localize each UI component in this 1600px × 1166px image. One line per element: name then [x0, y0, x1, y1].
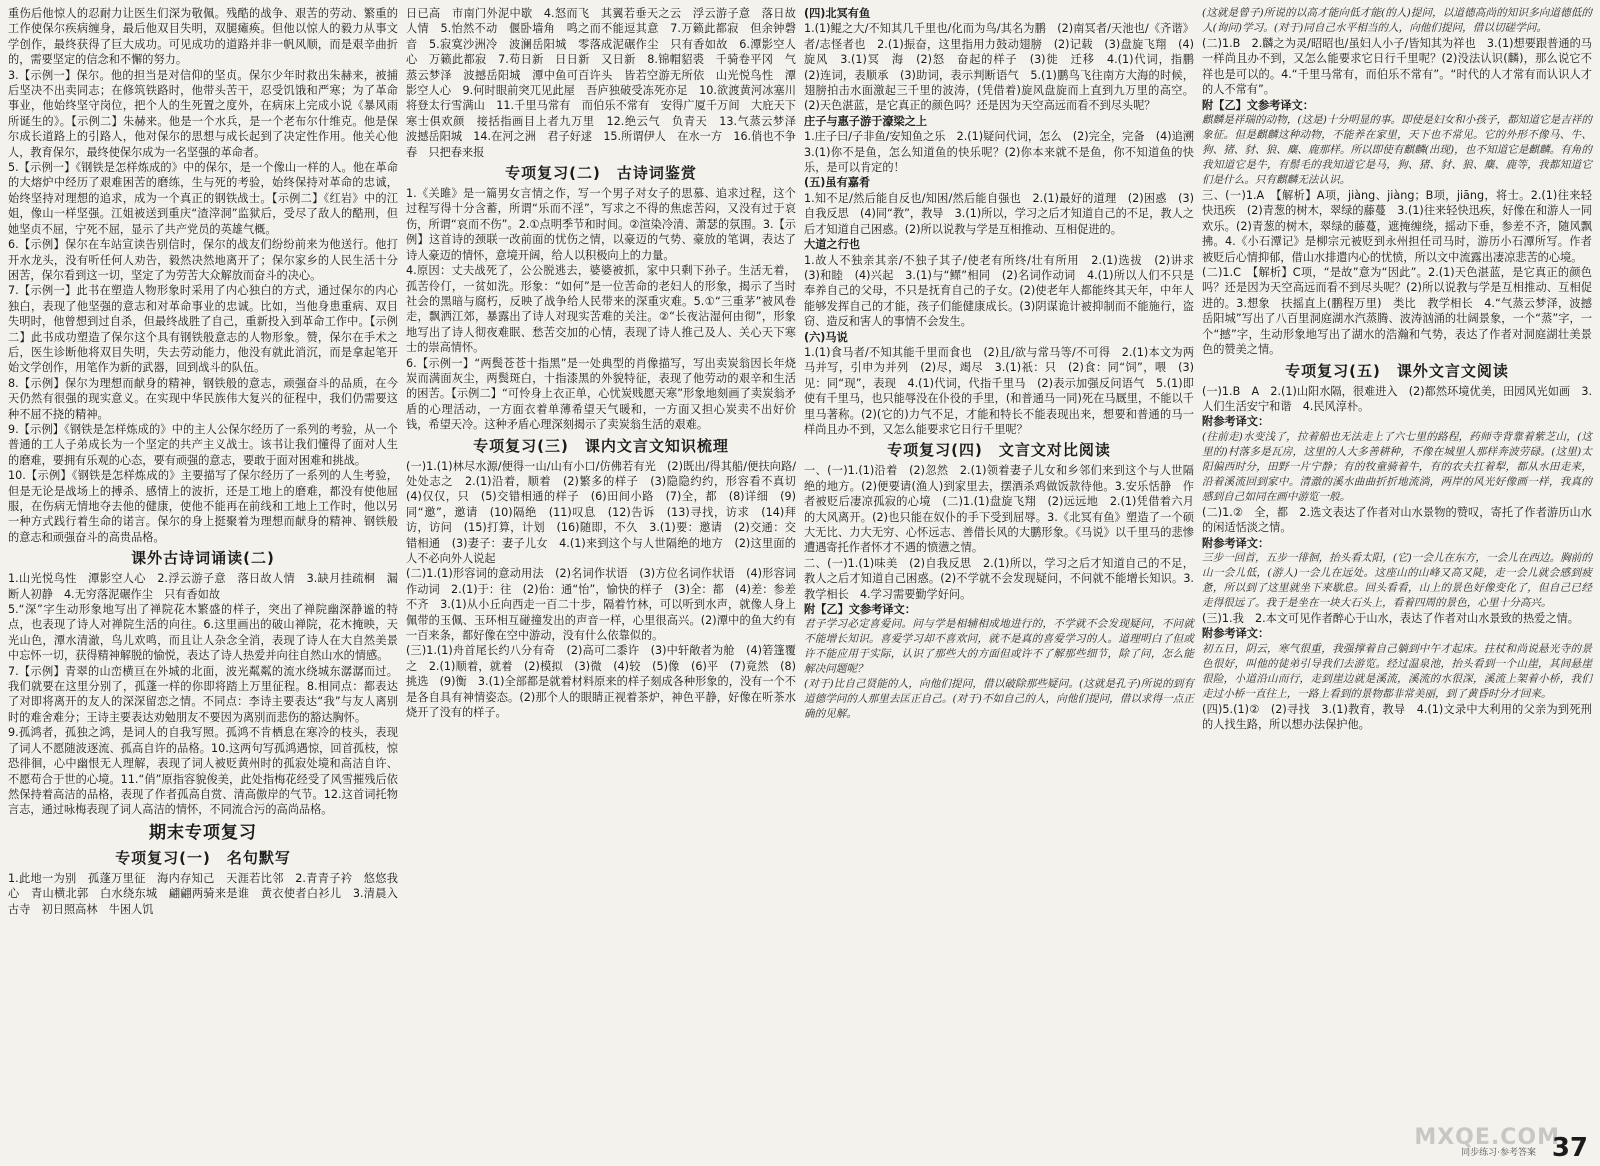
answer-paragraph: 3.【示例一】保尔。他的担当是对信仰的坚贞。保尔少年时救出朱赫来，被捕后坚决不出卖同志；在修筑铁路时，他带头苦干，忍受饥饿和严寒；为了革命事业，他始终坚守岗位，把个人的生死置之度外，在病床上完成小说《暴风雨所诞生的》。【示例二】朱赫来。他是一个水兵，是一个老布尔什维克。他是保尔成长道路上的引路人，他对保尔的思想与成长起到了决定性作用。他关心他人，教育保尔，最终使保尔成为一名坚强的革命者。	[8, 68, 398, 159]
answer-paragraph: 三、(一)1.A 【解析】A项，jiàng、jiàng；B项，jiāng，将士。2.(1)往来轻快迅疾 (2)青葱的树木，翠绿的藤蔓 3.(1)往来轻快迅疾，好像在和游人一同欢乐。(2)青葱的树木，翠绿的藤蔓，遮掩缠绕，摇动下垂，参差不齐，随风飘拂。4.《小石潭记》是柳宗元被贬到永州担任司马时，游历小石潭所写。作者被贬后心情抑郁，借山水排遣内心的忧愤，所以文中流露出凄凉悲苦的心境。	[1202, 189, 1592, 264]
answer-paragraph: (四)5.(1)② (2)寻找 3.(1)教育，教导 4.(1)文录中大利用的父亲为到死刑的人找生路，所以想办法保护他。	[1202, 702, 1592, 732]
section-heading: 专项复习(一) 名句默写	[115, 848, 291, 867]
column-2	[406, 6, 808, 1156]
answer-paragraph: 6.【示例】保尔在车站宣读告别信时，保尔的战友们纷纷前来为他送行。他打开水龙头，没有听任何人劝告，毅然决然地离开了；保尔家乡的人民生活十分困苦，保尔看到这一切，坚定了为劳苦大众解放而奋斗的决心。	[8, 238, 398, 282]
subsection-title: (六)马说	[804, 330, 848, 344]
answer-paragraph: (三)1.(1)舟首尾长约八分有奇 (2)高可二黍许 (3)中轩敞者为舱 (4)箬篷覆之 2.(1)顺着，就着 (2)模拟 (3)微 (4)较 (5)像 (6)平 (7)竟然 (8)挑选 (9)衡 3.(1)全部都是就着材料原来的样子刻成各种形象的，没有一个不是各自具有神情姿态。(2)那个人的眼睛正视着茶炉，神色平静，好像在听茶水烧开了没有的样子。	[406, 644, 796, 720]
subsection-title: 附参考译文：	[1202, 415, 1270, 429]
reference-translation: 三步一回首，五步一徘徊，抬头看太阳，(它)一会儿在东方，一会儿在西边。胸前的山一会儿低，(游人)一会儿在远处。这座山的山峰又高又陡，走一会儿就会感到疲惫，所以到了这里就坐下来歇息。回头看看，山上的景色好像变化了，但自己已经走得很远了。我于是坐在一块大石头上，看着四周的景色，心里十分高兴。	[1202, 551, 1592, 609]
answer-paragraph: 4.原因：丈夫战死了，公公脱逃去，婆婆被抓，家中只剩下孙子。生活无着，孤苦伶仃，一贫如洗。形象：“如何”是一位苦命的老妇人的形象，揭示了当时社会的黑暗与腐朽，反映了战争给人民带来的深重灾难。5.①“三重茅”被风卷走，飘洒江郊，暴露出了诗人对现实苦难的关注。②“长夜沾湿何由彻”，形象地写出了诗人彻夜难眠、愁苦交加的心情，表现了诗人推己及人、关心天下寒士的崇高情怀。	[406, 264, 796, 355]
page-number: 37	[1551, 1133, 1588, 1163]
section-heading: 专项复习(三) 课内文言文知识梳理	[473, 436, 729, 455]
footer-label: 同步练习·参考答案	[1461, 1148, 1536, 1158]
reference-translation: (这就是曾子)所说的以高才能向低才能(的人)提问，以道德高尚的知识多向道德低的人(询问)学习。(对于)同自己水平相当的人，向他们提问，借以切磋学问。	[1202, 7, 1592, 34]
answer-paragraph: 一、(一)1.(1)沿着 (2)忽然 2.(1)领着妻子儿女和乡邻们来到这个与人世隔绝的地方。(2)便要请(渔人)到家里去，摆酒杀鸡做饭款待他。3.安乐恬静 作者被贬后凄凉孤寂的心境 (二)1.(1)盘旋飞翔 (2)远远地 2.(1)凭借着六月的大风离开。(2)也只能在奴仆的手下受到屈辱。3.《北冥有鱼》塑造了一个硕大无比、力大无穷、心怀远志、善借长风的大鹏形象。《马说》以千里马的悲惨遭遇寄托作者怀才不遇的愤懑之情。	[804, 464, 1194, 555]
answer-paragraph: 日已高 市南门外泥中歇 4.怒而飞 其翼若垂天之云 浮云游子意 落日故人情 5.怡然不动 偃卧墙角 鸣之而不能逗其意 7.万籁此都寂 但余钟磬音 5.寂寞沙洲冷 波澜岳阳城 零落成泥碾作尘 只有香如故 6.潭影空人心 万籁此都寂 7.苟日新 日日新 又日新 8.锦帽貂裘 千骑卷平冈 气蒸云梦泽 波撼岳阳城 潭中鱼可百许头 皆若空游无所依 山光悦鸟性 潭影空人心 9.何时眼前突兀见此屋 吾庐独破受冻死亦足 10.欲渡黄河冰塞川 将登太行雪满山 11.千里马常有 而伯乐不常有 安得广厦千万间 大庇天下寒士俱欢颜 接括指画目上者九万里 12.绝云气 负青天 13.气蒸云梦泽 波撼岳阳城 14.在河之洲 君子好逑 15.所谓伊人 在水一方 16.俏也不争春 只把春来报	[406, 7, 808, 159]
section-heading: 专项复习(四) 文言文对比阅读	[887, 441, 1111, 460]
reference-translation: 初五日，阴云，寒气很重，我强撑着自己躺到中午才起床。拄杖和尚说悬光寺的景色很好，叫他的徒弟引导我们去游览。经过温泉池，抬头看到一个山崖，其间悬崖很险，小道沿山而行，走到崖边就是溪流，溪流的水很深，溪流上架着小桥，我们走过小桥一直往上，一路上看到的景物都非常美丽，到了黄昏时分才回来。	[1202, 642, 1592, 700]
subsection-title: (五)虽有嘉肴	[804, 176, 871, 190]
answer-paragraph: (一)1.B A 2.(1)山阳水隔，很难进入 (2)都然环境优美，田园风光如画 3.人们生活安宁和谐 4.民风淳朴。	[1202, 384, 1592, 413]
answer-paragraph: (一)1.(1)林尽水源/便得一山/山有小口/仿佛若有光 (2)既出/得其船/便扶向路/处处志之 2.(1)沿着，顺着 (2)繁多的样子 (3)隐隐约约，形容看不真切 (4)仅仅，只 (5)交错相通的样子 (6)田间小路 (7)全，都 (8)详细 (9)同“邀”，邀请 (10)隔绝 (11)叹息 (12)告诉 (13)寻找，访求 (14)拜访，访问 (15)打算，计划 (16)随即，不久 3.(1)要：邀请 (2)交通：交错相通 (3)妻子：妻子儿女 4.(1)来到这个与人世隔绝的地方 (2)这里面的人不必向外人说起	[406, 459, 808, 565]
section-heading: 课外古诗词诵读(二)	[131, 549, 275, 568]
answer-paragraph: (二)1.② 全，都 2.选文表达了作者对山水景物的赞叹，寄托了作者游历山水的闲适恬淡之情。	[1202, 505, 1592, 535]
answer-paragraph: 10.【示例】《钢铁是怎样炼成的》主要描写了保尔经历了一系列的人生考验，但是无论是战场上的搏杀、感情上的波折，还是工地上的磨难，都没有使他屈服，在伤病无情地夺去他的健康，使他不能再在前线和工地上工作时，他以另一种方式践行着生命的诺言。保尔的身上挺聚着为理想而献身的精神、钢铁般的意志和顽强奋斗的高贵品格。	[8, 469, 398, 544]
subsection-title: (四)北冥有鱼	[804, 7, 871, 20]
answer-paragraph: 7.【示例一】此书在塑造人物形象时采用了内心独白的方式，通过保尔的内心独白，表现了他坚强的意志和对革命事业的忠诚。比如，当他身患重病、双目失明时，他曾想到过自杀，但最终战胜了自己，重新投入到革命工作中。【示例二】此书成功塑造了保尔这个具有钢铁般意志的人物形象。赞，保尔在手术之后，医生诊断他将双目失明，失去劳动能力，他没有就此消沉，而是拿起笔开始文学创作，用笔作为新的武器，回到战斗的队伍。	[8, 284, 398, 375]
answer-paragraph: 1.山光悦鸟性 潭影空人心 2.浮云游子意 落日故人情 3.缺月挂疏桐 漏断人初静 4.无穷落泥碾作尘 只有香如故	[8, 572, 398, 601]
subsection-title: 附参考译文：	[1202, 627, 1270, 641]
answer-paragraph: (三)1.我 2.本文可见作者醉心于山水，表达了作者对山水景致的热爱之情。	[1202, 611, 1579, 625]
answer-paragraph: 1.(1)鲲之大/不知其几千里也/化而为鸟/其名为鹏 (2)南冥者/天池也/《齐谐》者/志怪者也 2.(1)振奋，这里指用力鼓动翅膀 (2)记载 (3)盘旋飞翔 (4)旋风 3.(1)冥 海 (2)怒 奋起的样子 (3)徙 迁移 4.(1)代词，指鹏 (2)连词，表顺承 (3)助词，表示判断语气 5.(1)鹏鸟飞往南方大海的时候，翅膀拍击水面激起三千里的波涛，(凭借着)旋风盘旋而上直到九万里的高空。(2)天色湛蓝，是它真正的颜色吗？还是因为天空高远而看不到尽头呢？	[804, 22, 1206, 113]
subsection-title: 附参考译文：	[1202, 536, 1270, 550]
answer-paragraph: 1.此地一为别 孤蓬万里征 海内存知己 天涯若比邻 2.青青子衿 悠悠我心 青山横北郭 白水绕东城 翩翩两骑来是谁 黄衣使者白衫儿 3.清晨入古寺 初日照高林 牛困人饥	[8, 871, 398, 916]
answer-paragraph: 8.【示例】保尔为理想而献身的精神，钢铁般的意志，顽强奋斗的品质，在今天仍然有很强的现实意义。在实现中华民族伟大复兴的征程中，我们仍需要这种不屈不挠的精神。	[8, 376, 398, 421]
answer-paragraph: 5.【示例一】《钢铁是怎样炼成的》中的保尔，是一个像山一样的人。他在革命的大熔炉中经历了艰难困苦的磨练，生与死的考验，始终保持对革命的忠诚，始终坚持对理想的追求，成为一个真正的钢铁战士。【示例二】《红岩》中的江姐，像山一样坚强。江姐被送到重庆“渣滓洞”监狱后，受尽了敌人的酷刑，但她坚贞不屈，宁死不屈，显示了共产党员的英雄气概。	[8, 161, 398, 236]
subsection-title: 附【乙】文参考译文：	[804, 603, 916, 617]
answer-paragraph: 1.知不足/然后能自反也/知困/然后能自强也 2.(1)最好的道理 (2)困惑 (3)自我反思 (4)同“教”，教导 3.(1)所以，学习之后才知道自己的不足，教人之后才知道自己困惑。(2)所以说教与学是互相推动、互相促进的。	[804, 191, 1194, 236]
answer-paragraph: 7.【示例】青翠的山峦横亘在外城的北面，波光粼粼的流水绕城东潺潺而过。我们就要在这里分别了，孤蓬一样的你即将踏上万里征程。8.相同点：都表达了对即将离开的友人的深深留恋之情。不同点：李诗主要表达“我”与友人离别时的难舍难分；王诗主要表达劝勉朋友不要因为离别而悲伤的豁达胸怀。	[8, 664, 398, 724]
subsection-title: 庄子与惠子游于濠梁之上	[804, 114, 928, 128]
reference-translation: (对于)比自己贤能的人，向他们提问，借以破除那些疑问。(这就是孔子)所说的到有道德学问的人那里去匡正自己。(对于)不如自己的人，向他们提问，借以求得一点正确的见解。	[804, 678, 1194, 721]
answer-paragraph: (二)1.C 【解析】C项，“是故”意为“因此”。2.(1)天色湛蓝，是它真正的颜色吗？还是因为天空高远而看不到尽头呢？(2)所以说教与学是互相推动、互相促进的。3.想象 扶摇直上(鹏程万里) 类比 教学相长 4.“气蒸云梦泽，波撼岳阳城”写出了八百里洞庭湖水汽蒸腾、波涛汹涌的壮阔景象，一个“蒸”字，一个“撼”字，生动形象地写出了湖水的浩瀚和气势，表达了作者对洞庭湖壮美景色的赞美之情。	[1202, 266, 1592, 357]
subsection-title: 附【乙】文参考译文：	[1202, 98, 1314, 112]
subsection-title: 大道之行也	[804, 238, 860, 252]
answer-paragraph: 1.故人不独亲其亲/不独子其子/使老有所终/壮有所用 2.(1)选拔 (2)讲求 (3)和睦 (4)兴起 3.(1)与“鳏”相同 (2)名词作动词 4.(1)所以人们不只是奉养自己的父母，不只是抚育自己的子女。(2)使老年人都能终其天年，中年人能够发挥自己的才能，孩子们能健康成长。(3)阴谋诡计被抑制而不能施行，盗窃、造反和害人的事情不会发生。	[804, 253, 1206, 329]
reference-translation: 君子学习必定喜爱问。问与学是相辅相成地进行的，不学就不会发现疑问，不问就不能增长知识。喜爱学习却不喜欢问，就不是真的喜爱学习的人。道理明白了但或许不能应用于实际，认识了那些大的方面但或许不了解那些细节，除了问，怎么能解决问题呢？	[804, 618, 1194, 676]
answer-key-page	[8, 6, 1592, 1156]
reference-translation: 麒麟是祥瑞的动物，(这是)十分明显的事。即使是妇女和小孩子，都知道它是吉祥的象征。但是麒麟这种动物，不能养在家里，天下也不常见。它的外形不像马、牛、狗、猪、豺、狼、麋、鹿那样。所以即使有麒麟(出现)，也不知道它是麒麟。有角的我知道它是牛，有鬃毛的我知道它是马，狗、猪、豺、狼、麋、鹿等，我都知道它们是什么。只有麒麟无法认识。	[1202, 114, 1592, 187]
section-heading: 专项复习(五) 课外文言文阅读	[1285, 361, 1509, 380]
section-heading: 期末专项复习	[149, 822, 257, 843]
answer-paragraph: 1.庄子曰/子非鱼/安知鱼之乐 2.(1)疑问代词，怎么 (2)完全，完备 (4)追溯 3.(1)你不是鱼，怎么知道鱼的快乐呢？(2)你本来就不是鱼，你不知道鱼的快乐，是可以肯定的！	[804, 130, 1206, 175]
answer-paragraph: 二、(一)1.(1)味美 (2)自我反思 2.(1)所以，学习之后才知道自己的不足，教人之后才知道自己困惑。(2)不学就不会发现疑问，不问就不能增长知识。3.教学相长 4.学习需要勤学好问。	[804, 556, 1194, 601]
column-4	[1202, 6, 1592, 1156]
answer-paragraph: 6.【示例一】“两鬓苍苍十指黑”是一处典型的肖像描写，写出卖炭翁因长年烧炭而满面灰尘，两鬓斑白，十指漆黑的外貌特征，表现了他劳动的艰辛和生活的困苦。【示例二】“可怜身上衣正单，心忧炭贱愿天寒”形象地刻画了卖炭翁矛盾的心理活动，一方面衣着单薄希望天气暖和，一方面又担心炭卖不出好价钱，希望天冷。这种矛盾心理深刻揭示了卖炭翁生活的艰难。	[406, 356, 796, 432]
answer-paragraph: 9.孤鸿者，孤独之鸿，是词人的自我写照。孤鸿不肯栖息在寒冷的枝头，表现了词人不愿随波逐流、孤高自许的品格。10.这两句写孤鸿遇惊，回首孤枝，惊恐徘徊，心中幽恨无人理解，表现了词人被贬黄州时的孤寂处境和高洁自许、不愿苟合于世的心境。11.“俏”原指容貌俊美，此处指梅花经受了风雪摧残后依然保持着高洁的品格，表现了作者孤高自赏、清高傲岸的气节。12.这首词托物言志，通过咏梅表现了词人高洁的情怀，不同流合污的高尚品格。	[8, 726, 398, 817]
section-heading: 专项复习(二) 古诗词鉴赏	[505, 164, 697, 183]
answer-paragraph: 5.“深”字生动形象地写出了禅院花木繁盛的样子，突出了禅院幽深静谧的特点，也表现了诗人对禅院生活的向往。6.这里画出的破山禅院，花木掩映，天光山色，潭水清澈，鸟儿欢鸣，而且让人杂念全消，表现了诗人在大自然美景中忘怀一切，获得精神解脱的愉悦，表达了诗人热爱并向往自然山水的情感。	[8, 603, 398, 663]
column-1	[8, 6, 398, 1156]
reference-translation: (往前走)水变浅了，拉着船也无法走上了六七里的路程，药师寺背靠着紫芝山，(这里的)村落多是瓦房，这里的人大多善耕种，不像在城里人那样奔波劳碌。(这里)太阳偏西时分，田野一片宁静；有的牧童骑着牛，有的农夫扛着犁，都从水田走来，沿着溪流回到家中。清澈的溪水曲曲折折地流淌，两岸的风光好像画一样，我真的感到自己如同在画中游览一般。	[1202, 430, 1592, 503]
answer-paragraph: 9.【示例】《钢铁是怎样炼成的》中的主人公保尔经历了一系列的考验，从一个普通的工人子弟成长为一个坚定的共产主义战士。该书让我们懂得了面对人生的磨难，要拥有乐观的心态，要有顽强的意志，要敢于面对困难和挑战。	[8, 422, 398, 467]
answer-paragraph: 1.《关雎》是一篇男女言情之作，写一个男子对女子的思慕、追求过程，这个过程写得十分含蓄，所谓“乐而不淫”，写求之不得的焦虑苦闷，又没有过于哀伤，所谓“哀而不伤”。2.①点明季节和时间。②渲染冷清、萧瑟的氛围。3.【示例】这首诗的颈联一改前面的忧伤之情，以豪迈的气势、豪放的笔调，表达了诗人豪迈的情怀，意境开阔，给人以积极向上的力量。	[406, 187, 796, 262]
answer-paragraph: 1.(1)食马者/不知其能千里而食也 (2)且/欲与常马等/不可得 2.(1)本文为两马并写，引申为并列 (2)尽，竭尽 3.(1)祇：只 (2)食：同“饲”，喂 (3)见：同“现”，表现 4.(1)代词，代指千里马 (2)表示加强反问语气 5.(1)即使有千里马，也只能辱没在仆役的手里，(和普通马一同)死在马厩里，不能以千里马著称。(2)(它的)力气不足，才能和特长不能表现出来，想要和普通的马一样尚且办不到，又怎么能要求它日行千里呢？	[804, 345, 1194, 436]
column-3	[804, 6, 1206, 1156]
watermark-logo: MXQE.COM	[1414, 1125, 1560, 1150]
answer-paragraph: (二)1.B 2.麟之为灵/昭昭也/虽妇人小子/皆知其为祥也 3.(1)想要跟普通的马一样尚且办不到，又怎么能要求它日行千里呢？(2)没法认识(麟)，那么说它不祥也是可以的。4.“千里马常有，而伯乐不常有”。“时代的人才常有而认识人才的人不常有”。	[1202, 37, 1592, 97]
answer-paragraph: 重伤后他惊人的忍耐力让医生们深为敬佩。残酷的战争、艰苦的劳动、繁重的工作使保尔疾病缠身，最后他双目失明，双腿瘫痪。但他以惊人的毅力从事文学创作，最终获得了巨大成功。可见成功的道路并非一帆风顺，而是艰辛曲折的，需要坚定的信念和不懈的努力。	[8, 7, 398, 67]
answer-paragraph: (二)1.(1)形容词的意动用法 (2)名词作状语 (3)方位名词作状语 (4)形容词作动词 2.(1)于：往 (2)佁：通“怡”，愉快的样子 (3)全：都 (4)差：参差不齐 3.(1)从小丘向西走一百二十步，隔着竹林，可以听到水声，就像人身上佩带的玉佩、玉环相互碰撞发出的声音一样，心里很高兴。(2)潭中的鱼大约有一百来条，都好像在空中游动，没有什么依靠似的。	[406, 567, 796, 643]
